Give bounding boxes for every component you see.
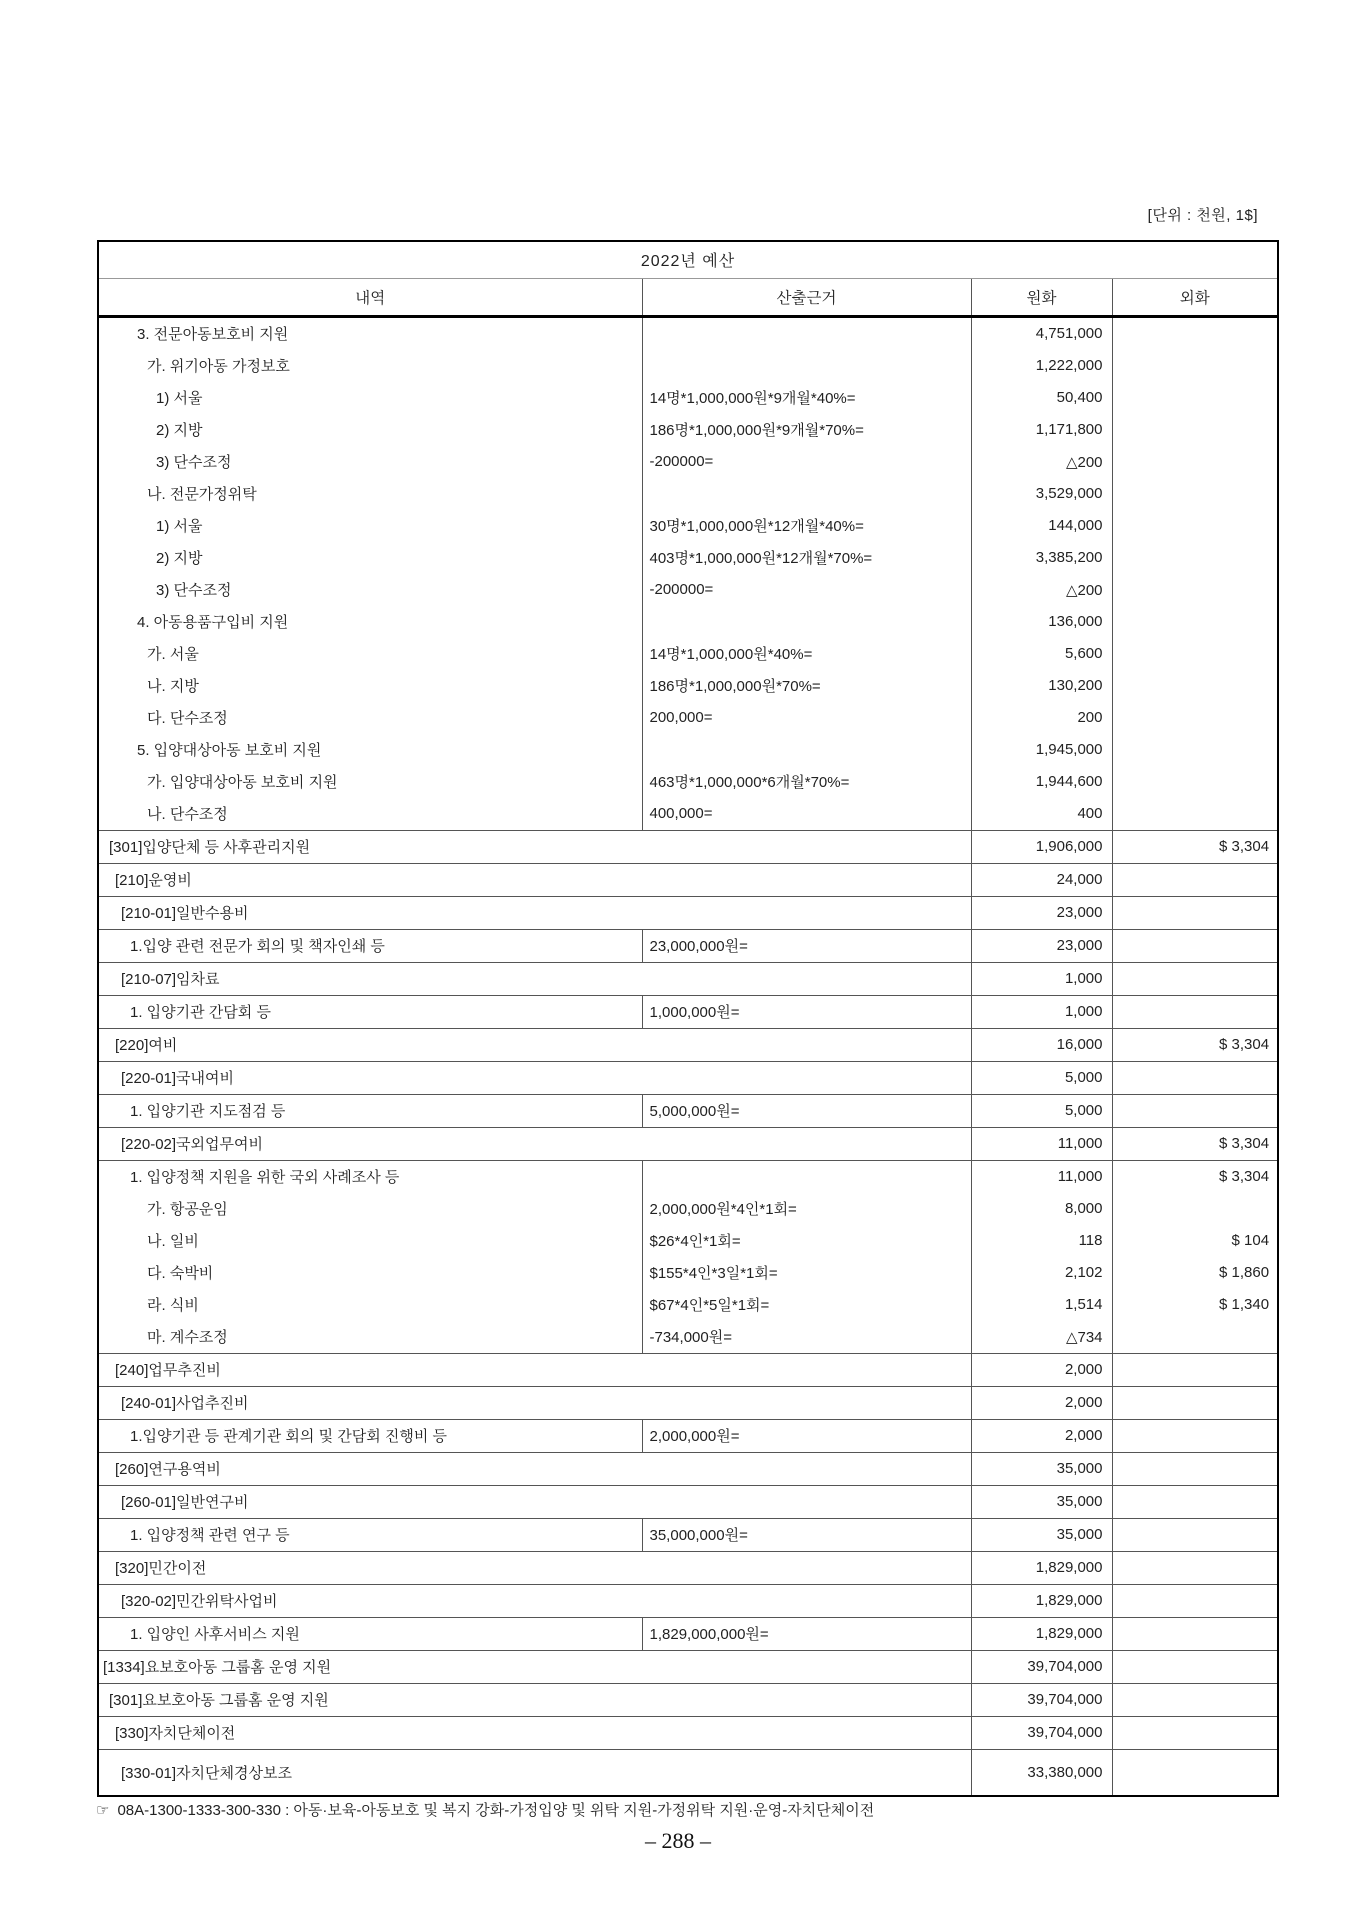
cell-calc: 1,000,000원=: [642, 995, 971, 1028]
cell-detail: 1.입양 관련 전문가 회의 및 책자인쇄 등: [98, 929, 642, 962]
block-line-krw: 1,514: [1064, 1296, 1103, 1313]
cell-detail: [220-01]국내여비: [98, 1061, 971, 1094]
cell-calc: 35,000,000원=: [642, 1518, 971, 1551]
block-line-label: 나. 단수조정: [147, 806, 228, 823]
block-line-calc: 186명*1,000,000원*70%=: [649, 678, 821, 695]
table-block-row: [98, 1160, 1278, 1353]
cell-krw: 23,000: [971, 929, 1112, 962]
cell-detail: 1. 입양기관 간담회 등: [98, 995, 642, 1028]
cell-fx: [1112, 896, 1278, 929]
cell-detail: [260-01]일반연구비: [98, 1485, 971, 1518]
cell-calc: 1,829,000,000원=: [642, 1617, 971, 1650]
table-row: [98, 1094, 1278, 1127]
block-line-krw: 8,000: [1064, 1200, 1103, 1217]
block-line-fx: [1113, 606, 1278, 638]
cell-detail: [330]자치단체이전: [98, 1716, 971, 1749]
block-line-calc: -200000=: [649, 453, 714, 470]
table-row: [98, 1650, 1278, 1683]
cell-detail: [210]운영비: [98, 863, 971, 896]
cell-krw: 1,829,000: [971, 1617, 1112, 1650]
block-line-krw: 11,000: [1057, 1168, 1103, 1185]
block-line-fx: [1113, 702, 1278, 734]
table-row: [98, 1386, 1278, 1419]
cell-krw: [971, 1160, 1112, 1353]
block-line-fx: [1113, 798, 1278, 830]
block-line-calc: [643, 478, 971, 510]
block-line-krw: 4,751,000: [1035, 325, 1103, 342]
cell-krw: 1,906,000: [971, 830, 1112, 863]
cell-detail: [260]연구용역비: [98, 1452, 971, 1485]
block-line-calc: -200000=: [649, 581, 714, 598]
table-row: [98, 1419, 1278, 1452]
cell-fx: [1112, 962, 1278, 995]
cell-krw: [971, 316, 1112, 830]
column-header-row: [98, 278, 1278, 316]
cell-krw: 23,000: [971, 896, 1112, 929]
unit-note: [단위 : 천원, 1$]: [1147, 207, 1258, 224]
block-line-label: 1) 서울: [156, 518, 203, 535]
block-line-calc: [643, 606, 971, 638]
cell-detail: [220]여비: [98, 1028, 971, 1061]
table-row: [98, 1683, 1278, 1716]
block-line-krw: 3,529,000: [1035, 485, 1103, 502]
cell-fx: [1112, 1061, 1278, 1094]
table-row: [98, 863, 1278, 896]
cell-fx: [1112, 995, 1278, 1028]
cell-krw: 5,000: [971, 1094, 1112, 1127]
cell-detail: [301]요보호아동 그룹홈 운영 지원: [98, 1683, 971, 1716]
cell-krw: 35,000: [971, 1518, 1112, 1551]
block-line-krw: 144,000: [1048, 517, 1103, 534]
cell-krw: 39,704,000: [971, 1683, 1112, 1716]
block-line-fx: $ 104: [1231, 1232, 1270, 1249]
cell-fx: [1112, 1353, 1278, 1386]
table-row: [98, 1061, 1278, 1094]
cell-calc: [642, 316, 971, 830]
table-row: [98, 1749, 1278, 1796]
block-line-label: 가. 위기아동 가정보호: [147, 358, 290, 375]
cell-detail: [240-01]사업추진비: [98, 1386, 971, 1419]
block-line-calc: -734,000원=: [649, 1329, 732, 1346]
block-line-fx: [1113, 734, 1278, 766]
cell-detail: 1.입양기관 등 관계기관 회의 및 간담회 진행비 등: [98, 1419, 642, 1452]
cell-fx: [1112, 1160, 1278, 1353]
block-line-krw: 200: [1077, 709, 1103, 726]
cell-krw: 5,000: [971, 1061, 1112, 1094]
block-line-label: 마. 계수조정: [147, 1329, 228, 1346]
cell-fx: [1112, 1386, 1278, 1419]
block-line-fx: [1113, 638, 1278, 670]
block-line-calc: $67*4인*5일*1회=: [649, 1297, 770, 1314]
block-line-calc: 14명*1,000,000원*9개월*40%=: [649, 390, 856, 407]
column-header-fx: 외화: [1112, 278, 1278, 316]
block-line-fx: [1113, 766, 1278, 798]
cell-krw: 2,000: [971, 1386, 1112, 1419]
cell-fx: [1112, 1584, 1278, 1617]
footnote: [96, 1799, 1276, 1820]
block-line-fx: $ 1,340: [1219, 1296, 1270, 1313]
cell-detail: [98, 316, 642, 830]
block-line-krw: 118: [1078, 1232, 1103, 1249]
block-line-krw: 50,400: [1056, 389, 1103, 406]
table-title: 2022년 예산: [98, 241, 1278, 278]
block-line-fx: [1113, 414, 1278, 446]
block-line-calc: [643, 734, 971, 766]
cell-calc: 2,000,000원=: [642, 1419, 971, 1452]
column-header-calc: 산출근거: [642, 278, 971, 316]
block-line-label: 가. 항공운임: [147, 1201, 228, 1218]
cell-detail: [320-02]민간위탁사업비: [98, 1584, 971, 1617]
cell-fx: [1112, 929, 1278, 962]
table-row: [98, 1617, 1278, 1650]
block-line-fx: $ 1,860: [1219, 1264, 1270, 1281]
block-line-label: 2) 지방: [156, 422, 203, 439]
table-row: [98, 995, 1278, 1028]
block-line-calc: [643, 1161, 971, 1193]
table-row: [98, 929, 1278, 962]
cell-krw: 2,000: [971, 1419, 1112, 1452]
block-line-label: 3) 단수조정: [156, 582, 232, 599]
block-line-fx: [1113, 542, 1278, 574]
cell-detail: 1. 입양기관 지도점검 등: [98, 1094, 642, 1127]
cell-fx: [1112, 1094, 1278, 1127]
block-line-krw: △200: [1065, 453, 1103, 471]
cell-fx: [1112, 863, 1278, 896]
table-row: [98, 1518, 1278, 1551]
block-line-calc: 30명*1,000,000원*12개월*40%=: [649, 518, 864, 535]
table-row: [98, 1584, 1278, 1617]
cell-detail: 1. 입양정책 관련 연구 등: [98, 1518, 642, 1551]
table-row: [98, 1353, 1278, 1386]
table-row: [98, 1716, 1278, 1749]
block-line-fx: [1113, 382, 1278, 414]
cell-detail: [210-01]일반수용비: [98, 896, 971, 929]
table-header: [98, 241, 1278, 316]
block-line-calc: 463명*1,000,000*6개월*70%=: [649, 774, 850, 791]
block-line-label: 다. 단수조정: [147, 710, 228, 727]
block-line-calc: [643, 318, 971, 350]
cell-fx: [1112, 1518, 1278, 1551]
block-line-label: 4. 아동용품구입비 지원: [137, 614, 289, 631]
block-line-krw: 1,945,000: [1035, 741, 1103, 758]
cell-calc: 5,000,000원=: [642, 1094, 971, 1127]
table-title-row: [98, 241, 1278, 278]
block-line-calc: 14명*1,000,000원*40%=: [649, 646, 813, 663]
table-block-row: [98, 316, 1278, 830]
cell-krw: 35,000: [971, 1452, 1112, 1485]
cell-detail: [1334]요보호아동 그룹홈 운영 지원: [98, 1650, 971, 1683]
block-line-calc: [643, 350, 971, 382]
cell-krw: 35,000: [971, 1485, 1112, 1518]
cell-krw: 39,704,000: [971, 1716, 1112, 1749]
cell-detail: [240]업무추진비: [98, 1353, 971, 1386]
block-line-label: 라. 식비: [147, 1297, 199, 1314]
column-header-krw: 원화: [971, 278, 1112, 316]
cell-krw: 24,000: [971, 863, 1112, 896]
cell-krw: 2,000: [971, 1353, 1112, 1386]
cell-krw: 11,000: [971, 1127, 1112, 1160]
block-line-fx: $ 3,304: [1219, 1168, 1270, 1185]
block-line-label: 나. 지방: [147, 678, 199, 695]
block-line-label: 3. 전문아동보호비 지원: [137, 326, 289, 343]
budget-table: [97, 240, 1279, 1797]
block-line-krw: △200: [1065, 581, 1103, 599]
block-line-calc: 186명*1,000,000원*9개월*70%=: [649, 422, 864, 439]
block-line-label: 5. 입양대상아동 보호비 지원: [137, 742, 322, 759]
cell-detail: [330-01]자치단체경상보조: [98, 1749, 971, 1796]
cell-detail: [220-02]국외업무여비: [98, 1127, 971, 1160]
cell-detail: [301]입양단체 등 사후관리지원: [98, 830, 971, 863]
pointing-hand-icon: ☞: [96, 1802, 110, 1819]
table-row: [98, 962, 1278, 995]
cell-krw: 16,000: [971, 1028, 1112, 1061]
table-row: [98, 1551, 1278, 1584]
block-line-krw: 1,222,000: [1035, 357, 1103, 374]
cell-fx: $ 3,304: [1112, 830, 1278, 863]
cell-fx: $ 3,304: [1112, 1127, 1278, 1160]
block-line-label: 가. 서울: [147, 646, 199, 663]
block-line-krw: △734: [1065, 1328, 1103, 1346]
block-line-krw: 136,000: [1048, 613, 1103, 630]
cell-krw: 1,829,000: [971, 1584, 1112, 1617]
block-line-calc: 403명*1,000,000원*12개월*70%=: [649, 550, 873, 567]
table-body: [98, 316, 1278, 1796]
block-line-calc: $26*4인*1회=: [649, 1233, 741, 1250]
block-line-krw: 5,600: [1064, 645, 1103, 662]
block-line-fx: [1113, 318, 1278, 350]
block-line-krw: 2,102: [1064, 1264, 1103, 1281]
table-row: [98, 1127, 1278, 1160]
block-line-krw: 130,200: [1048, 677, 1103, 694]
block-line-fx: [1113, 446, 1278, 478]
cell-fx: [1112, 1683, 1278, 1716]
block-line-krw: 400: [1077, 805, 1103, 822]
block-line-krw: 1,944,600: [1035, 773, 1103, 790]
cell-fx: [1112, 1650, 1278, 1683]
column-header-detail: 내역: [98, 278, 642, 316]
block-line-fx: [1113, 1193, 1278, 1225]
cell-detail: [320]민간이전: [98, 1551, 971, 1584]
cell-krw: 1,000: [971, 962, 1112, 995]
cell-fx: [1112, 1617, 1278, 1650]
block-line-fx: [1113, 1321, 1278, 1353]
cell-calc: [642, 1160, 971, 1353]
cell-fx: $ 3,304: [1112, 1028, 1278, 1061]
block-line-label: 가. 입양대상아동 보호비 지원: [147, 774, 338, 791]
block-line-label: 나. 일비: [147, 1233, 199, 1250]
block-line-krw: 3,385,200: [1035, 549, 1103, 566]
block-line-label: 1. 입양정책 지원을 위한 국외 사례조사 등: [130, 1169, 400, 1186]
cell-krw: 1,000: [971, 995, 1112, 1028]
cell-krw: 39,704,000: [971, 1650, 1112, 1683]
cell-fx: [1112, 1551, 1278, 1584]
block-line-fx: [1113, 574, 1278, 606]
block-line-label: 3) 단수조정: [156, 454, 232, 471]
block-line-calc: $155*4인*3일*1회=: [649, 1265, 778, 1282]
cell-fx: [1112, 1452, 1278, 1485]
cell-krw: 33,380,000: [971, 1749, 1112, 1796]
block-line-label: 나. 전문가정위탁: [147, 486, 257, 503]
block-line-label: 1) 서울: [156, 390, 203, 407]
block-line-fx: [1113, 670, 1278, 702]
cell-calc: 23,000,000원=: [642, 929, 971, 962]
cell-fx: [1112, 1419, 1278, 1452]
table-row: [98, 1028, 1278, 1061]
cell-fx: [1112, 316, 1278, 830]
block-line-calc: 400,000=: [649, 805, 713, 822]
cell-fx: [1112, 1749, 1278, 1796]
block-line-fx: [1113, 478, 1278, 510]
table-row: [98, 1485, 1278, 1518]
cell-krw: 1,829,000: [971, 1551, 1112, 1584]
table-row: [98, 1452, 1278, 1485]
footnote-text: 08A-1300-1333-300-330 : 아동·보육-아동보호 및 복지 강화-가정입양 및 위탁 지원-가정위탁 지원·운영-자치단체이전: [117, 1802, 875, 1819]
block-line-fx: [1113, 350, 1278, 382]
cell-fx: [1112, 1485, 1278, 1518]
block-line-calc: 200,000=: [649, 709, 713, 726]
cell-detail: 1. 입양인 사후서비스 지원: [98, 1617, 642, 1650]
block-line-krw: 1,171,800: [1035, 421, 1103, 438]
block-line-fx: [1113, 510, 1278, 542]
cell-fx: [1112, 1716, 1278, 1749]
table-row: [98, 896, 1278, 929]
block-line-calc: 2,000,000원*4인*1회=: [649, 1201, 797, 1218]
page-number: – 288 –: [645, 1828, 711, 1853]
cell-detail: [98, 1160, 642, 1353]
block-line-label: 다. 숙박비: [147, 1265, 214, 1282]
block-line-label: 2) 지방: [156, 550, 203, 567]
table-row: [98, 830, 1278, 863]
cell-detail: [210-07]임차료: [98, 962, 971, 995]
